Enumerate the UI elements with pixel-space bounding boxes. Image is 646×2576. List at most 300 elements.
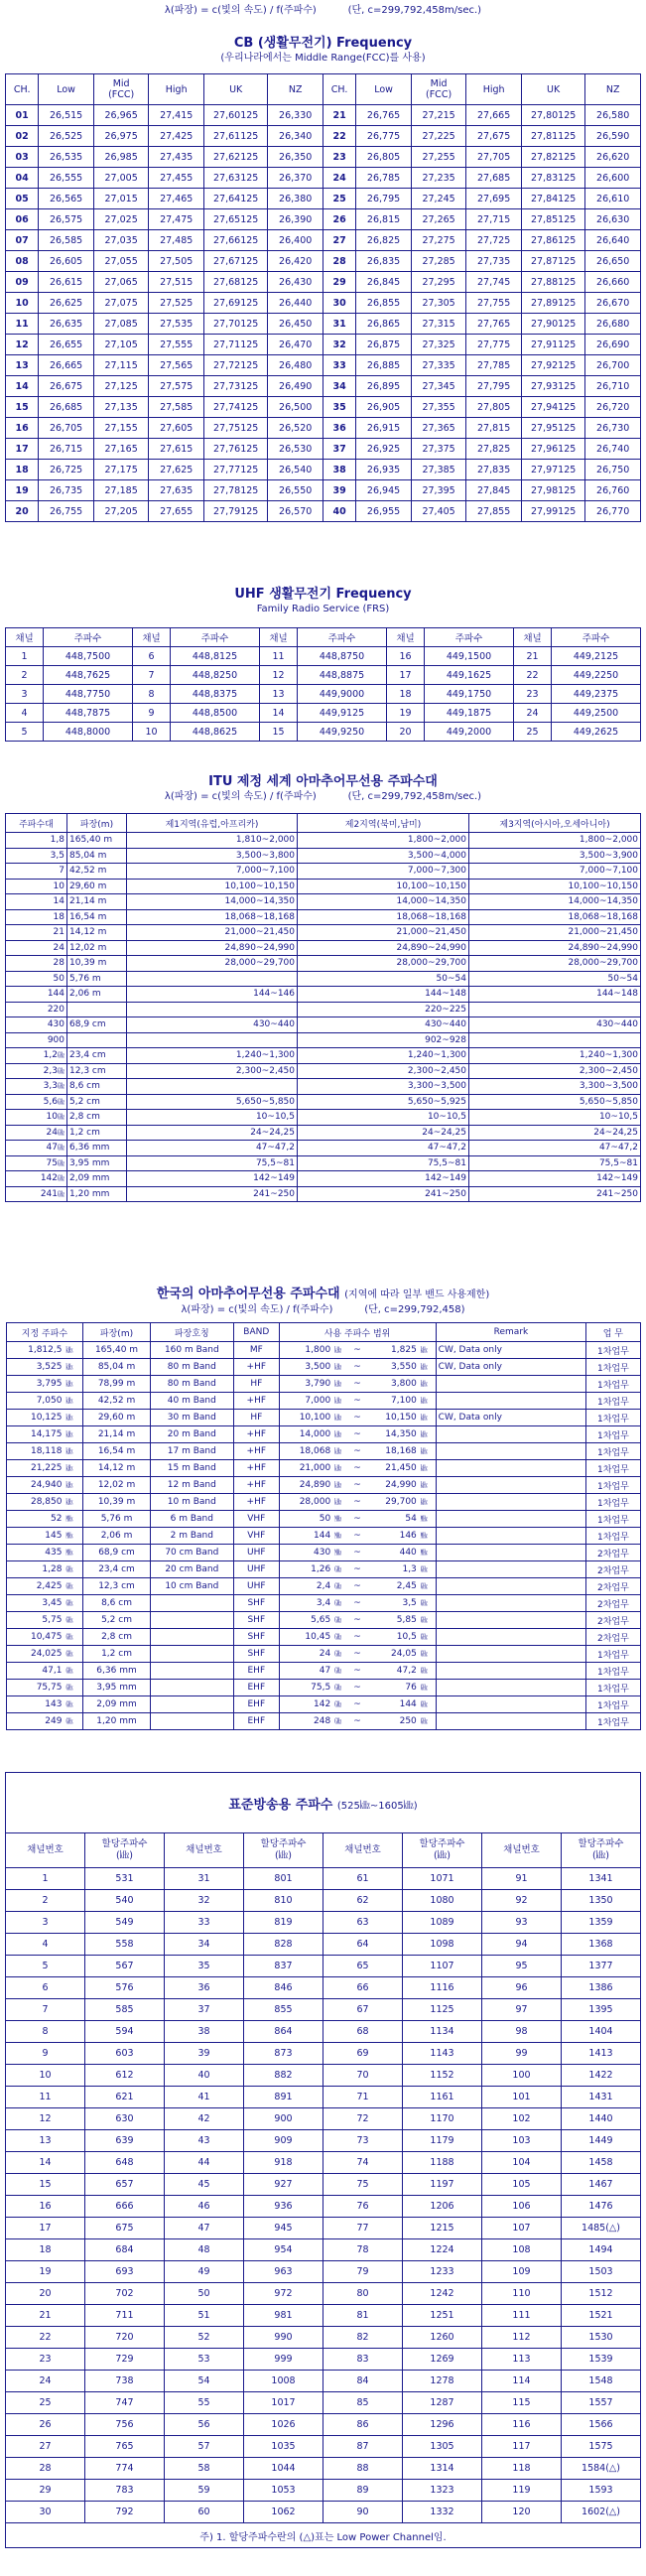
korea-band-class-cell: SHF: [234, 1646, 279, 1663]
std-frequency-cell: 1188: [403, 2152, 482, 2174]
uhf-channel-cell: 20: [387, 723, 425, 742]
itu-wavelength-cell: 29,60 m: [67, 879, 127, 894]
std-frequency-cell: 783: [85, 2480, 165, 2502]
cb-frequency-cell: 27,315: [411, 314, 466, 335]
korea-range-tilde-cell: ~: [350, 1680, 365, 1696]
korea-range-end-unit-cell: ㎓: [419, 1578, 436, 1595]
cb-channel-cell: 26: [323, 209, 355, 230]
uhf-row: [6, 723, 641, 742]
std-frequency-cell: 1584(△): [562, 2458, 641, 2480]
std-frequency-cell: 1260: [403, 2327, 482, 2349]
uhf-channel-cell: 12: [260, 666, 298, 685]
std-row: [6, 1890, 641, 1912]
standard-broadcast-table: [5, 1772, 641, 2548]
std-row: [6, 2414, 641, 2436]
cb-channel-cell: 20: [6, 501, 39, 522]
itu-region3-cell: 3,300~3,500: [469, 1079, 641, 1095]
korea-wavelength-cell: 2,09 mm: [83, 1696, 150, 1713]
korea-service-cell: 1차업무: [586, 1342, 640, 1359]
std-channel-cell: 71: [323, 2087, 403, 2108]
itu-region3-cell: 75,5~81: [469, 1155, 641, 1171]
uhf-channel-cell: 7: [133, 666, 171, 685]
korea-remark-cell: [436, 1713, 586, 1730]
itu-region1-cell: 47~47,2: [127, 1141, 298, 1156]
std-frequency-cell: 1431: [562, 2087, 641, 2108]
cb-frequency-cell: 27,715: [466, 209, 522, 230]
cb-row: [6, 293, 641, 314]
std-frequency-cell: 1341: [562, 1868, 641, 1890]
korea-range-start-cell: 144: [279, 1528, 332, 1545]
cb-frequency-cell: 26,875: [356, 335, 412, 355]
cb-frequency-cell: 27,485: [149, 230, 204, 251]
std-row: [6, 2371, 641, 2392]
korea-row: [6, 1680, 640, 1696]
korea-range-end-cell: 29,700: [365, 1494, 419, 1511]
std-frequency-cell: 1368: [562, 1934, 641, 1956]
std-frequency-cell: 1404: [562, 2021, 641, 2043]
cb-frequency-cell: 26,515: [39, 105, 94, 126]
itu-wavelength-cell: 2,06 m: [67, 987, 127, 1003]
korea-assigned-freq-cell: 3,45: [6, 1595, 64, 1612]
korea-range-end-cell: 10,150: [365, 1410, 419, 1426]
itu-band-value: 220: [47, 1004, 65, 1015]
korea-band-class-cell: EHF: [234, 1696, 279, 1713]
std-frequency-cell: 1080: [403, 1890, 482, 1912]
cb-frequency-cell: 26,540: [268, 460, 323, 480]
std-frequency-cell: 1017: [244, 2392, 323, 2414]
std-frequency-cell: 936: [244, 2196, 323, 2218]
uhf-frequency-cell: 448,8000: [44, 723, 133, 742]
itu-region2-cell: 10,100~10,150: [298, 879, 469, 894]
cb-frequency-cell: 27,615: [149, 439, 204, 460]
cb-frequency-cell: 26,700: [585, 355, 641, 376]
uhf-channel-cell: 11: [260, 647, 298, 666]
korea-wavelength-cell: 29,60 m: [83, 1410, 150, 1426]
itu-band-cell: [6, 1171, 67, 1187]
uhf-frequency-cell: 448,8875: [298, 666, 387, 685]
cb-frequency-cell: 27,275: [411, 230, 466, 251]
cb-frequency-cell: 26,530: [268, 439, 323, 460]
std-row: [6, 2196, 641, 2218]
cb-row: [6, 376, 641, 397]
korea-range-end-cell: 47,2: [365, 1663, 419, 1680]
itu-band-cell: [6, 1063, 67, 1079]
cb-frequency-cell: 27,765: [466, 314, 522, 335]
korea-range-tilde-cell: ~: [350, 1494, 365, 1511]
korea-band-class-cell: +HF: [234, 1426, 279, 1443]
korea-range-end-unit-cell: ㎑: [419, 1393, 436, 1410]
cb-channel-cell: 15: [6, 397, 39, 418]
cb-frequency-cell: 26,720: [585, 397, 641, 418]
cb-frequency-cell: 26,690: [585, 335, 641, 355]
std-frequency-cell: 1440: [562, 2108, 641, 2130]
std-row: [6, 1977, 641, 1999]
korea-assigned-unit-cell: ㎑: [64, 1426, 82, 1443]
cb-frequency-cell: 27,535: [149, 314, 204, 335]
uhf-frequency-cell: 449,9000: [298, 685, 387, 704]
uhf-frequency-cell: 448,8250: [171, 666, 260, 685]
korea-range-end-unit-cell: ㎓: [419, 1595, 436, 1612]
korea-band-name-cell: 6 m Band: [150, 1511, 233, 1528]
itu-row: [6, 1017, 641, 1033]
std-frequency-cell: 1557: [562, 2392, 641, 2414]
korea-range-start-unit-cell: ㎑: [332, 1494, 349, 1511]
cb-frequency-cell: 27,435: [149, 147, 204, 168]
korea-range-end-unit-cell: ㎑: [419, 1342, 436, 1359]
itu-band-value: 7: [59, 866, 65, 877]
korea-range-tilde-cell: ~: [350, 1663, 365, 1680]
cb-frequency-cell: 27,175: [93, 460, 149, 480]
std-channel-cell: 112: [482, 2327, 562, 2349]
korea-band-class-cell: +HF: [234, 1443, 279, 1460]
korea-range-start-cell: 2,4: [279, 1578, 332, 1595]
itu-region2-cell: 3,500~4,000: [298, 848, 469, 864]
itu-region3-cell: 5,650~5,850: [469, 1094, 641, 1110]
itu-region2-cell: 28,000~29,700: [298, 956, 469, 972]
std-frequency-cell: 1377: [562, 1956, 641, 1977]
cb-frequency-cell: 27,205: [93, 501, 149, 522]
korea-range-start-cell: 3,790: [279, 1376, 332, 1393]
cb-header-cell: Mid (FCC): [93, 74, 149, 105]
korea-assigned-freq-cell: 18,118: [6, 1443, 64, 1460]
std-channel-cell: 22: [6, 2327, 85, 2349]
korea-range-end-unit-cell: ㎒: [419, 1545, 436, 1561]
std-frequency-cell: 1143: [403, 2043, 482, 2065]
cb-header-cell: CH.: [323, 74, 355, 105]
itu-row: [6, 864, 641, 880]
cb-channel-cell: 39: [323, 480, 355, 501]
std-channel-cell: 14: [6, 2152, 85, 2174]
uhf-channel-cell: 8: [133, 685, 171, 704]
korea-range-tilde-cell: ~: [350, 1545, 365, 1561]
std-channel-cell: 54: [165, 2371, 244, 2392]
korea-range-start-unit-cell: ㎓: [332, 1612, 349, 1629]
std-row: [6, 2065, 641, 2087]
std-channel-cell: 109: [482, 2261, 562, 2283]
std-frequency-cell: 648: [85, 2152, 165, 2174]
cb-frequency-cell: 27,74125: [203, 397, 267, 418]
korea-assigned-freq-cell: 14,175: [6, 1426, 64, 1443]
korea-assigned-freq-cell: 28,850: [6, 1494, 64, 1511]
korea-service-cell: 1차업무: [586, 1393, 640, 1410]
itu-wavelength-cell: [67, 1002, 127, 1017]
itu-header-cell: 제1지역(유럽,아프리카): [127, 814, 298, 833]
itu-wavelength-cell: 165,40 m: [67, 833, 127, 849]
korea-range-tilde-cell: ~: [350, 1376, 365, 1393]
cb-frequency-cell: 27,395: [411, 480, 466, 501]
std-channel-cell: 45: [165, 2174, 244, 2196]
std-channel-cell: 35: [165, 1956, 244, 1977]
cb-section: [0, 36, 646, 522]
korea-range-start-unit-cell: ㎑: [332, 1359, 349, 1376]
korea-row: [6, 1477, 640, 1494]
std-channel-cell: 36: [165, 1977, 244, 1999]
itu-region2-cell: 50~54: [298, 971, 469, 987]
cb-frequency-cell: 26,755: [39, 501, 94, 522]
uhf-channel-cell: 13: [260, 685, 298, 704]
cb-frequency-cell: 27,98125: [521, 480, 584, 501]
std-frequency-cell: 1251: [403, 2305, 482, 2327]
korea-row: [6, 1393, 640, 1410]
uhf-frequency-cell: 448,8125: [171, 647, 260, 666]
itu-region3-cell: 47~47,2: [469, 1141, 641, 1156]
itu-band-cell: [6, 1141, 67, 1156]
korea-row: [6, 1696, 640, 1713]
std-frequency-cell: 1449: [562, 2130, 641, 2152]
std-frequency-cell: 828: [244, 1934, 323, 1956]
std-row: [6, 2087, 641, 2108]
korea-assigned-unit-cell: ㎓: [64, 1680, 82, 1696]
korea-range-start-cell: 1,26: [279, 1561, 332, 1578]
uhf-header-cell: 채널: [133, 628, 171, 647]
itu-band-value: 900: [47, 1034, 65, 1045]
std-row: [6, 1999, 641, 2021]
cb-frequency-cell: 27,305: [411, 293, 466, 314]
cb-frequency-cell: 27,92125: [521, 355, 584, 376]
korea-assigned-unit-cell: ㎑: [64, 1342, 82, 1359]
cb-row: [6, 209, 641, 230]
std-title-text: 표준방송용 주파수: [228, 1797, 333, 1813]
korea-range-end-cell: 18,168: [365, 1443, 419, 1460]
korea-service-cell: 1차업무: [586, 1494, 640, 1511]
cb-channel-cell: 23: [323, 147, 355, 168]
std-frequency-cell: 1134: [403, 2021, 482, 2043]
korea-band-class-cell: HF: [234, 1376, 279, 1393]
korea-assigned-unit-cell: ㎓: [64, 1696, 82, 1713]
korea-assigned-unit-cell: ㎑: [64, 1494, 82, 1511]
std-channel-cell: 8: [6, 2021, 85, 2043]
std-channel-cell: 1: [6, 1868, 85, 1890]
korea-range-end-cell: 146: [365, 1528, 419, 1545]
uhf-frequency-cell: 449,9250: [298, 723, 387, 742]
std-frequency-cell: 774: [85, 2458, 165, 2480]
itu-band-unit: ㎓: [58, 1113, 65, 1122]
korea-range-start-cell: 24,890: [279, 1477, 332, 1494]
korea-remark-cell: CW, Data only: [436, 1410, 586, 1426]
cb-frequency-cell: 26,730: [585, 418, 641, 439]
std-frequency-cell: 702: [85, 2283, 165, 2305]
std-header-cell: 채널번호: [323, 1833, 403, 1868]
std-row: [6, 1912, 641, 1934]
itu-wavelength-cell: 8,6 cm: [67, 1079, 127, 1095]
std-frequency-cell: 612: [85, 2065, 165, 2087]
itu-wavelength-cell: [67, 1032, 127, 1048]
cb-frequency-cell: 27,96125: [521, 439, 584, 460]
cb-frequency-cell: 27,93125: [521, 376, 584, 397]
itu-band-cell: [6, 1155, 67, 1171]
std-frequency-cell: 1485(△): [562, 2218, 641, 2239]
cb-row: [6, 335, 641, 355]
cb-frequency-cell: 26,975: [93, 126, 149, 147]
cb-frequency-cell: 27,155: [93, 418, 149, 439]
korea-assigned-freq-cell: 24,025: [6, 1646, 64, 1663]
itu-band-value: 142: [40, 1173, 58, 1184]
itu-region1-cell: 142~149: [127, 1171, 298, 1187]
korea-range-start-unit-cell: ㎑: [332, 1443, 349, 1460]
korea-header-cell: 사용 주파수 범위: [279, 1323, 436, 1342]
cb-frequency-cell: 27,795: [466, 376, 522, 397]
korea-range-start-unit-cell: ㎓: [332, 1713, 349, 1730]
cb-frequency-cell: 27,78125: [203, 480, 267, 501]
korea-assigned-unit-cell: ㎓: [64, 1561, 82, 1578]
korea-range-end-cell: 14,350: [365, 1426, 419, 1443]
korea-assigned-freq-cell: 24,940: [6, 1477, 64, 1494]
korea-wavelength-cell: 2,8 cm: [83, 1629, 150, 1646]
std-frequency-cell: 873: [244, 2043, 323, 2065]
std-channel-cell: 90: [323, 2502, 403, 2523]
korea-range-end-cell: 3,800: [365, 1376, 419, 1393]
std-channel-cell: 47: [165, 2218, 244, 2239]
itu-region2-cell: 430~440: [298, 1017, 469, 1033]
korea-wavelength-cell: 5,2 cm: [83, 1612, 150, 1629]
itu-row: [6, 987, 641, 1003]
std-channel-cell: 53: [165, 2349, 244, 2371]
itu-region1-cell: [127, 971, 298, 987]
std-frequency-cell: 1215: [403, 2218, 482, 2239]
itu-amateur-band-table: [5, 813, 641, 1202]
itu-wavelength-cell: 85,04 m: [67, 848, 127, 864]
std-frequency-cell: 1152: [403, 2065, 482, 2087]
std-channel-cell: 77: [323, 2218, 403, 2239]
std-frequency-cell: 1278: [403, 2371, 482, 2392]
std-frequency-cell: 675: [85, 2218, 165, 2239]
korea-range-start-cell: 5,65: [279, 1612, 332, 1629]
itu-region3-cell: 144~148: [469, 987, 641, 1003]
cb-row: [6, 439, 641, 460]
std-channel-cell: 40: [165, 2065, 244, 2087]
korea-section: [0, 1287, 646, 1730]
cb-frequency-cell: 27,225: [411, 126, 466, 147]
std-channel-cell: 102: [482, 2108, 562, 2130]
korea-assigned-freq-cell: 249: [6, 1713, 64, 1730]
itu-region1-cell: 14,000~14,350: [127, 894, 298, 910]
korea-assigned-unit-cell: ㎓: [64, 1595, 82, 1612]
itu-region3-cell: 21,000~21,450: [469, 925, 641, 941]
korea-range-end-cell: 54: [365, 1511, 419, 1528]
uhf-channel-cell: 10: [133, 723, 171, 742]
korea-range-start-cell: 248: [279, 1713, 332, 1730]
korea-service-cell: 1차업무: [586, 1443, 640, 1460]
cb-header-cell: NZ: [585, 74, 641, 105]
korea-range-start-cell: 24: [279, 1646, 332, 1663]
korea-assigned-freq-cell: 21,225: [6, 1460, 64, 1477]
uhf-channel-cell: 21: [514, 647, 552, 666]
cb-frequency-cell: 26,380: [268, 189, 323, 209]
uhf-channel-cell: 22: [514, 666, 552, 685]
itu-band-cell: [6, 909, 67, 925]
korea-remark-cell: CW, Data only: [436, 1359, 586, 1376]
std-channel-cell: 115: [482, 2392, 562, 2414]
std-channel-cell: 107: [482, 2218, 562, 2239]
korea-row: [6, 1713, 640, 1730]
cb-frequency-cell: 27,68125: [203, 272, 267, 293]
std-channel-cell: 118: [482, 2458, 562, 2480]
cb-frequency-cell: 27,69125: [203, 293, 267, 314]
std-channel-cell: 69: [323, 2043, 403, 2065]
std-channel-cell: 15: [6, 2174, 85, 2196]
korea-row: [6, 1663, 640, 1680]
itu-band-unit: ㎓: [58, 1189, 65, 1198]
std-frequency-cell: 1179: [403, 2130, 482, 2152]
korea-band-class-cell: SHF: [234, 1612, 279, 1629]
std-channel-cell: 48: [165, 2239, 244, 2261]
itu-row: [6, 1186, 641, 1202]
std-channel-cell: 61: [323, 1868, 403, 1890]
std-channel-cell: 50: [165, 2283, 244, 2305]
korea-range-start-unit-cell: ㎒: [332, 1528, 349, 1545]
itu-band-unit: ㎓: [58, 1051, 65, 1060]
std-channel-cell: 18: [6, 2239, 85, 2261]
korea-range-start-unit-cell: ㎑: [332, 1342, 349, 1359]
itu-wavelength-cell: 12,3 cm: [67, 1063, 127, 1079]
cb-header-cell: Low: [39, 74, 94, 105]
itu-region2-cell: 10~10,5: [298, 1110, 469, 1126]
itu-section: [0, 774, 646, 1202]
korea-service-cell: 1차업무: [586, 1696, 640, 1713]
formula-text: λ(파장) = c(빛의 속도) / f(주파수) (단, c=299,792,458m/sec.): [164, 5, 482, 16]
cb-frequency-cell: 27,855: [466, 501, 522, 522]
std-row: [6, 2261, 641, 2283]
korea-range-start-unit-cell: ㎓: [332, 1696, 349, 1713]
cb-frequency-cell: 27,79125: [203, 501, 267, 522]
korea-range-end-unit-cell: ㎑: [419, 1426, 436, 1443]
cb-channel-cell: 04: [6, 168, 39, 189]
korea-range-end-unit-cell: ㎓: [419, 1713, 436, 1730]
korea-band-name-cell: 17 m Band: [150, 1443, 233, 1460]
cb-channel-cell: 22: [323, 126, 355, 147]
std-frequency-cell: 999: [244, 2349, 323, 2371]
uhf-frequency-cell: 449,1750: [425, 685, 514, 704]
cb-frequency-cell: 27,075: [93, 293, 149, 314]
korea-assigned-unit-cell: ㎓: [64, 1646, 82, 1663]
std-row: [6, 2021, 641, 2043]
korea-range-end-cell: 144: [365, 1696, 419, 1713]
cb-channel-cell: 33: [323, 355, 355, 376]
korea-range-end-unit-cell: ㎑: [419, 1410, 436, 1426]
std-frequency-cell: 1287: [403, 2392, 482, 2414]
cb-frequency-cell: 27,015: [93, 189, 149, 209]
std-frequency-cell: 1062: [244, 2502, 323, 2523]
cb-frequency-cell: 26,815: [356, 209, 412, 230]
std-channel-cell: 4: [6, 1934, 85, 1956]
cb-frequency-cell: 27,335: [411, 355, 466, 376]
std-frequency-cell: 972: [244, 2283, 323, 2305]
korea-range-start-unit-cell: ㎑: [332, 1393, 349, 1410]
korea-range-start-unit-cell: ㎑: [332, 1376, 349, 1393]
korea-range-start-cell: 10,100: [279, 1410, 332, 1426]
cb-frequency-cell: 27,85125: [521, 209, 584, 230]
korea-assigned-unit-cell: ㎑: [64, 1460, 82, 1477]
korea-band-name-cell: 80 m Band: [150, 1376, 233, 1393]
cb-row: [6, 189, 641, 209]
std-row: [6, 2502, 641, 2523]
cb-frequency-cell: 26,525: [39, 126, 94, 147]
cb-channel-cell: 01: [6, 105, 39, 126]
std-frequency-cell: 1233: [403, 2261, 482, 2283]
korea-row: [6, 1561, 640, 1578]
std-channel-cell: 58: [165, 2458, 244, 2480]
cb-frequency-cell: 27,325: [411, 335, 466, 355]
korea-assigned-freq-cell: 75,75: [6, 1680, 64, 1696]
korea-wavelength-cell: 12,02 m: [83, 1477, 150, 1494]
itu-region1-cell: 430~440: [127, 1017, 298, 1033]
itu-band-cell: [6, 925, 67, 941]
korea-remark-cell: [436, 1612, 586, 1629]
korea-band-name-cell: [150, 1713, 233, 1730]
cb-frequency-cell: 26,945: [356, 480, 412, 501]
std-channel-cell: 30: [6, 2502, 85, 2523]
itu-row: [6, 894, 641, 910]
